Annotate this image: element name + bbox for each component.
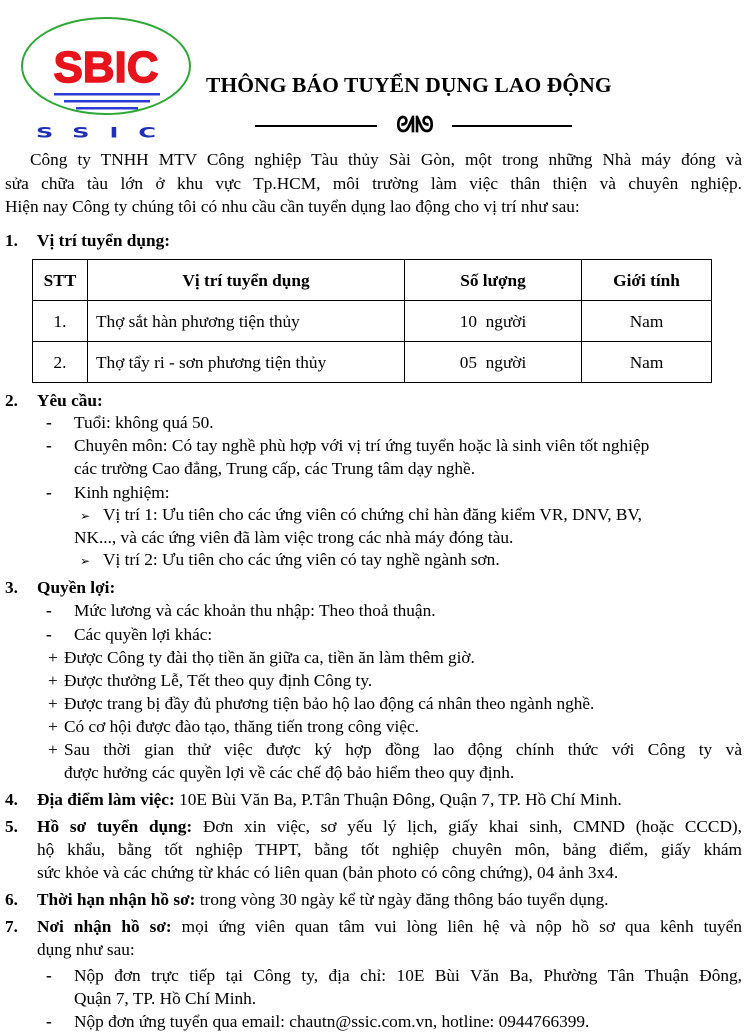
table-header-row bbox=[33, 260, 712, 301]
section-title-submission: Nơi nhận hồ sơ: bbox=[37, 917, 172, 936]
dash-bullet: - bbox=[46, 966, 52, 985]
submission-text: mọi ứng viên quan tâm vui lòng liên hệ và nộp hồ sơ qua kênh tuyển bbox=[171, 917, 742, 936]
work-location bbox=[37, 788, 749, 811]
plus-bullet: + bbox=[48, 717, 58, 736]
section-title-requirements: Yêu cầu: bbox=[37, 391, 103, 410]
requirement-item: Tuổi: không quá 50. bbox=[74, 413, 214, 432]
submission bbox=[37, 915, 742, 938]
table-row bbox=[33, 342, 712, 383]
intro-line: sửa chữa tàu lớn ở khu vực Tp.HCM, môi trường làm việc thân thiện và chuyên nghiệp. bbox=[5, 174, 742, 193]
application-docs bbox=[37, 815, 742, 838]
submission-item-cont: Quận 7, TP. Hồ Chí Minh. bbox=[74, 989, 257, 1008]
company-logo bbox=[18, 14, 203, 144]
deadline-text: trong vòng 30 ngày kể từ ngày đăng thông báo tuyển dụng. bbox=[195, 890, 609, 909]
section-number: 5. bbox=[5, 817, 18, 836]
experience-item-cont: NK..., và các ứng viên đã làm việc trong các nhà máy đóng tàu. bbox=[74, 528, 514, 547]
logo-sub-text: SSIC bbox=[35, 124, 177, 142]
benefit-item: Các quyền lợi khác: bbox=[74, 625, 213, 644]
table-row bbox=[33, 301, 712, 342]
cell-position: Thợ tẩy ri - sơn phương tiện thủy bbox=[88, 342, 405, 383]
cell-stt: 2. bbox=[33, 342, 88, 383]
submission-item: Nộp đơn trực tiếp tại Công ty, địa chỉ: 10E Bùi Văn Ba, Phường Tân Thuận Đông, bbox=[74, 966, 742, 985]
sbic-ssic-logo bbox=[18, 14, 203, 144]
other-benefit-item: Được Công ty đài thọ tiền ăn giữa ca, tiền ăn làm thêm giờ. bbox=[64, 648, 475, 667]
col-header-position: Vị trí tuyển dụng bbox=[88, 260, 405, 301]
cell-stt: 1. bbox=[33, 301, 88, 342]
other-benefit-item: Sau thời gian thử việc được ký hợp đồng lao động chính thức với Công ty và bbox=[64, 740, 742, 759]
submission-item-email: Nộp đơn ứng tuyển qua email: chautn@ssic.com.vn, hotline: 0944766399. bbox=[74, 1012, 590, 1031]
requirement-item: Chuyên môn: Có tay nghề phù hợp với vị trí ứng tuyển hoặc là sinh viên tốt nghiệp bbox=[74, 436, 650, 455]
section-title-location: Địa điểm làm việc: bbox=[37, 790, 175, 809]
section-number: 6. bbox=[5, 890, 18, 909]
intro-line: Hiện nay Công ty chúng tôi có nhu cầu cần tuyển dụng lao động cho vị trí như sau: bbox=[5, 197, 580, 216]
ornament-icon: ᘛᘚ bbox=[396, 112, 434, 137]
plus-bullet: + bbox=[48, 740, 58, 759]
docs-text-cont: hộ khẩu, bằng tốt nghiệp THPT, bằng tốt nghiệp chuyên môn, bảng điểm, giấy khám bbox=[37, 840, 742, 859]
benefit-item: Mức lương và các khoản thu nhập: Theo thoả thuận. bbox=[74, 601, 436, 620]
divider-line-right bbox=[452, 125, 572, 127]
positions-table bbox=[32, 259, 712, 383]
other-benefit-item: Được trang bị đầy đủ phương tiện bảo hộ lao động cá nhân theo ngành nghề. bbox=[64, 694, 595, 713]
section-number: 4. bbox=[5, 790, 18, 809]
cell-gender: Nam bbox=[582, 301, 712, 342]
plus-bullet: + bbox=[48, 648, 58, 667]
cell-quantity: 10 người bbox=[405, 301, 582, 342]
dash-bullet: - bbox=[46, 436, 52, 455]
divider-line-left bbox=[255, 125, 377, 127]
other-benefit-item: Có cơ hội được đào tạo, thăng tiến trong công việc. bbox=[64, 717, 419, 736]
dash-bullet: - bbox=[46, 413, 52, 432]
section-number: 1. bbox=[5, 231, 18, 250]
cell-quantity: 05 người bbox=[405, 342, 582, 383]
section-title-positions: Vị trí tuyển dụng: bbox=[37, 231, 170, 250]
intro-line: Công ty TNHH MTV Công nghiệp Tàu thủy Sài Gòn, một trong những Nhà máy đóng và bbox=[30, 150, 742, 169]
deadline bbox=[37, 888, 749, 911]
logo-mark-text: SBIC bbox=[53, 43, 159, 92]
plus-bullet: + bbox=[48, 671, 58, 690]
experience-item: Vị trí 2: Ưu tiên cho các ứng viên có tay nghề ngành sơn. bbox=[103, 550, 500, 569]
cell-position: Thợ sắt hàn phương tiện thủy bbox=[88, 301, 405, 342]
section-number: 7. bbox=[5, 917, 18, 936]
docs-text: Đơn xin việc, sơ yếu lý lịch, giấy khai sinh, CMND (hoặc CCCD), bbox=[192, 817, 742, 836]
col-header-quantity: Số lượng bbox=[405, 260, 582, 301]
col-header-gender: Giới tính bbox=[582, 260, 712, 301]
title-divider bbox=[255, 112, 575, 138]
dash-bullet: - bbox=[46, 1012, 52, 1031]
page-title: THÔNG BÁO TUYỂN DỤNG LAO ĐỘNG bbox=[206, 73, 612, 97]
dash-bullet: - bbox=[46, 483, 52, 502]
col-header-stt: STT bbox=[33, 260, 88, 301]
requirement-item-cont: các trường Cao đẳng, Trung cấp, các Trung tâm dạy nghề. bbox=[74, 459, 476, 478]
section-title-deadline: Thời hạn nhận hồ sơ: bbox=[37, 890, 196, 909]
submission-text-cont: dụng như sau: bbox=[37, 940, 135, 959]
requirement-item: Kinh nghiệm: bbox=[74, 483, 170, 502]
plus-bullet: + bbox=[48, 694, 58, 713]
section-number: 2. bbox=[5, 391, 18, 410]
dash-bullet: - bbox=[46, 601, 52, 620]
section-title-benefits: Quyền lợi: bbox=[37, 578, 116, 597]
other-benefit-item-cont: được hưởng các quyền lợi về các chế độ bảo hiểm theo quy định. bbox=[64, 763, 515, 782]
arrow-bullet-icon: ➢ bbox=[80, 509, 91, 523]
section-title-docs: Hồ sơ tuyển dụng: bbox=[37, 817, 193, 836]
arrow-bullet-icon: ➢ bbox=[80, 554, 91, 568]
dash-bullet: - bbox=[46, 625, 52, 644]
other-benefit-item: Được thưởng Lễ, Tết theo quy định Công ty. bbox=[64, 671, 373, 690]
cell-gender: Nam bbox=[582, 342, 712, 383]
experience-item: Vị trí 1: Ưu tiên cho các ứng viên có chứng chỉ hàn đăng kiểm VR, DNV, BV, bbox=[103, 505, 642, 524]
location-text: 10E Bùi Văn Ba, P.Tân Thuận Đông, Quận 7, TP. Hồ Chí Minh. bbox=[174, 790, 622, 809]
section-number: 3. bbox=[5, 578, 18, 597]
docs-text-cont: sức khỏe và các chứng từ khác có liên quan (bản photo có công chứng), 04 ảnh 3x4. bbox=[37, 863, 619, 882]
